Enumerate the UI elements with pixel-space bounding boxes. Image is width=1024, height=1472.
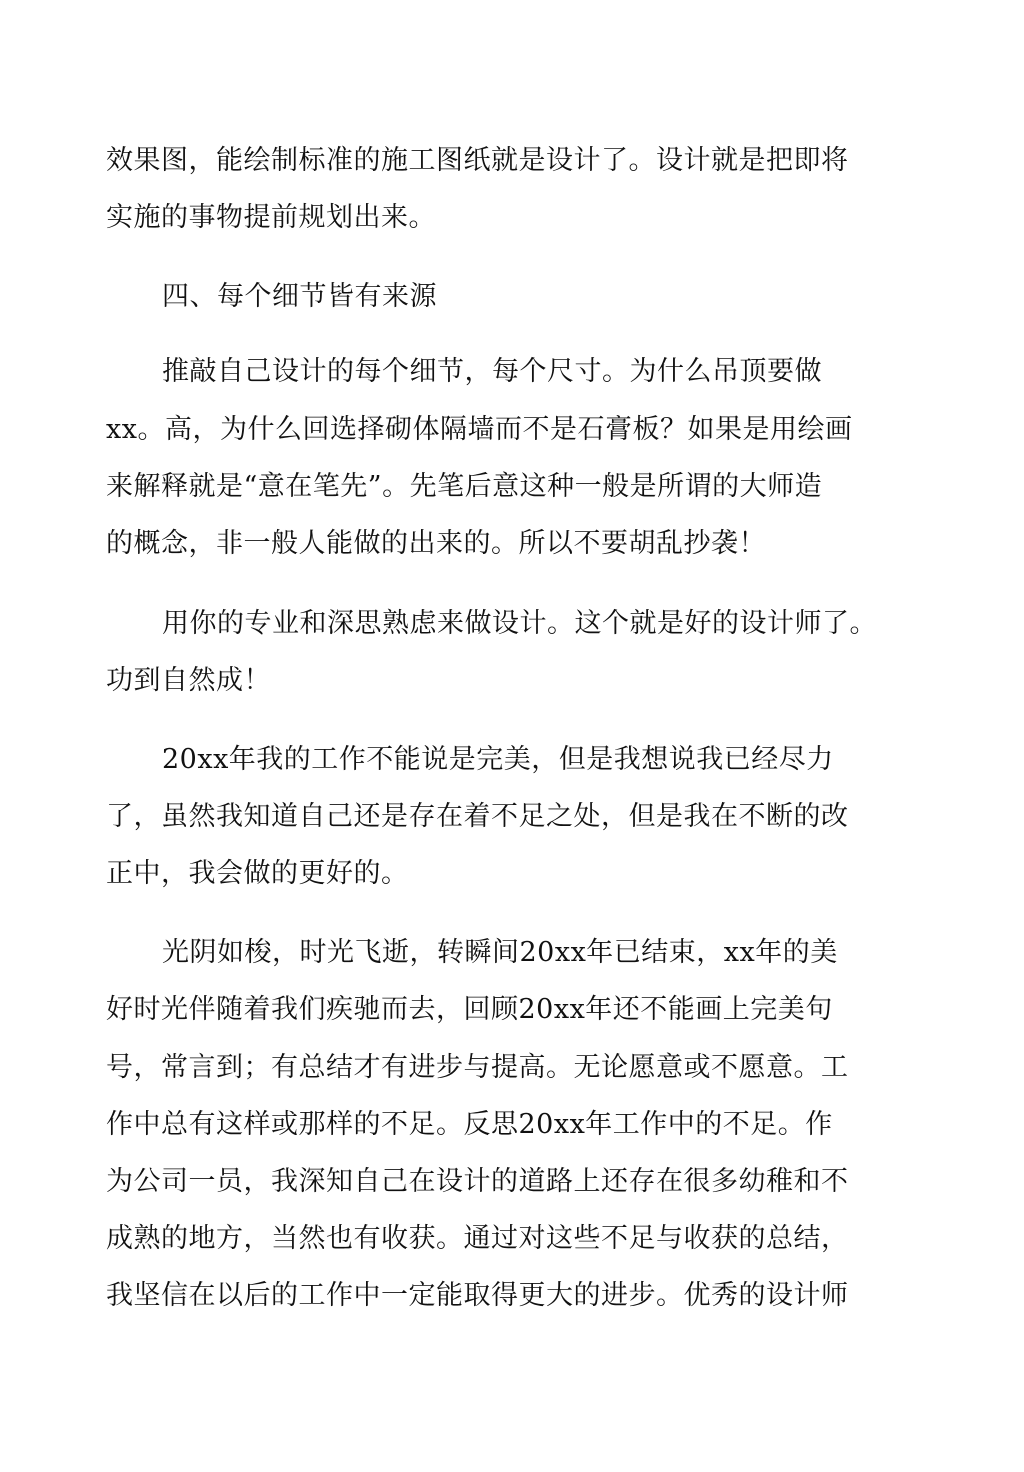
paragraph-line: 20xx年我的工作不能说是完美，但是我想说我已经尽力: [162, 744, 834, 775]
paragraph-line: 我坚信在以后的工作中一定能取得更大的进步。优秀的设计师: [106, 1280, 849, 1311]
paragraph-line: 成熟的地方，当然也有收获。通过对这些不足与收获的总结，: [106, 1223, 849, 1254]
paragraph-line: 实施的事物提前规划出来。: [106, 202, 436, 233]
section-heading: 四、每个细节皆有来源: [162, 281, 437, 312]
paragraph-line: 光阴如梭，时光飞逝，转瞬间20xx年已结束，xx年的美: [162, 937, 838, 968]
paragraph-line: xx。高，为什么回选择砌体隔墙而不是石膏板？如果是用绘画: [106, 414, 853, 445]
paragraph-line: 用你的专业和深思熟虑来做设计。这个就是好的设计师了。: [162, 608, 877, 639]
paragraph-line: 了，虽然我知道自己还是存在着不足之处，但是我在不断的改: [106, 801, 849, 832]
paragraph-line: 号，常言到；有总结才有进步与提高。无论愿意或不愿意。工: [106, 1052, 849, 1083]
paragraph-line: 的概念，非一般人能做的出来的。所以不要胡乱抄袭！: [106, 528, 766, 559]
paragraph-line: 来解释就是“意在笔先”。先笔后意这种一般是所谓的大师造: [106, 471, 823, 502]
paragraph-line: 好时光伴随着我们疾驰而去，回顾20xx年还不能画上完美句: [106, 994, 833, 1025]
paragraph-line: 效果图，能绘制标准的施工图纸就是设计了。设计就是把即将: [106, 145, 849, 176]
paragraph-line: 正中，我会做的更好的。: [106, 858, 409, 889]
paragraph-line: 功到自然成！: [106, 665, 271, 696]
paragraph-line: 作中总有这样或那样的不足。反思20xx年工作中的不足。作: [106, 1109, 833, 1140]
paragraph-line: 为公司一员，我深知自己在设计的道路上还存在很多幼稚和不: [106, 1166, 849, 1197]
paragraph-line: 推敲自己设计的每个细节，每个尺寸。为什么吊顶要做: [162, 356, 822, 387]
